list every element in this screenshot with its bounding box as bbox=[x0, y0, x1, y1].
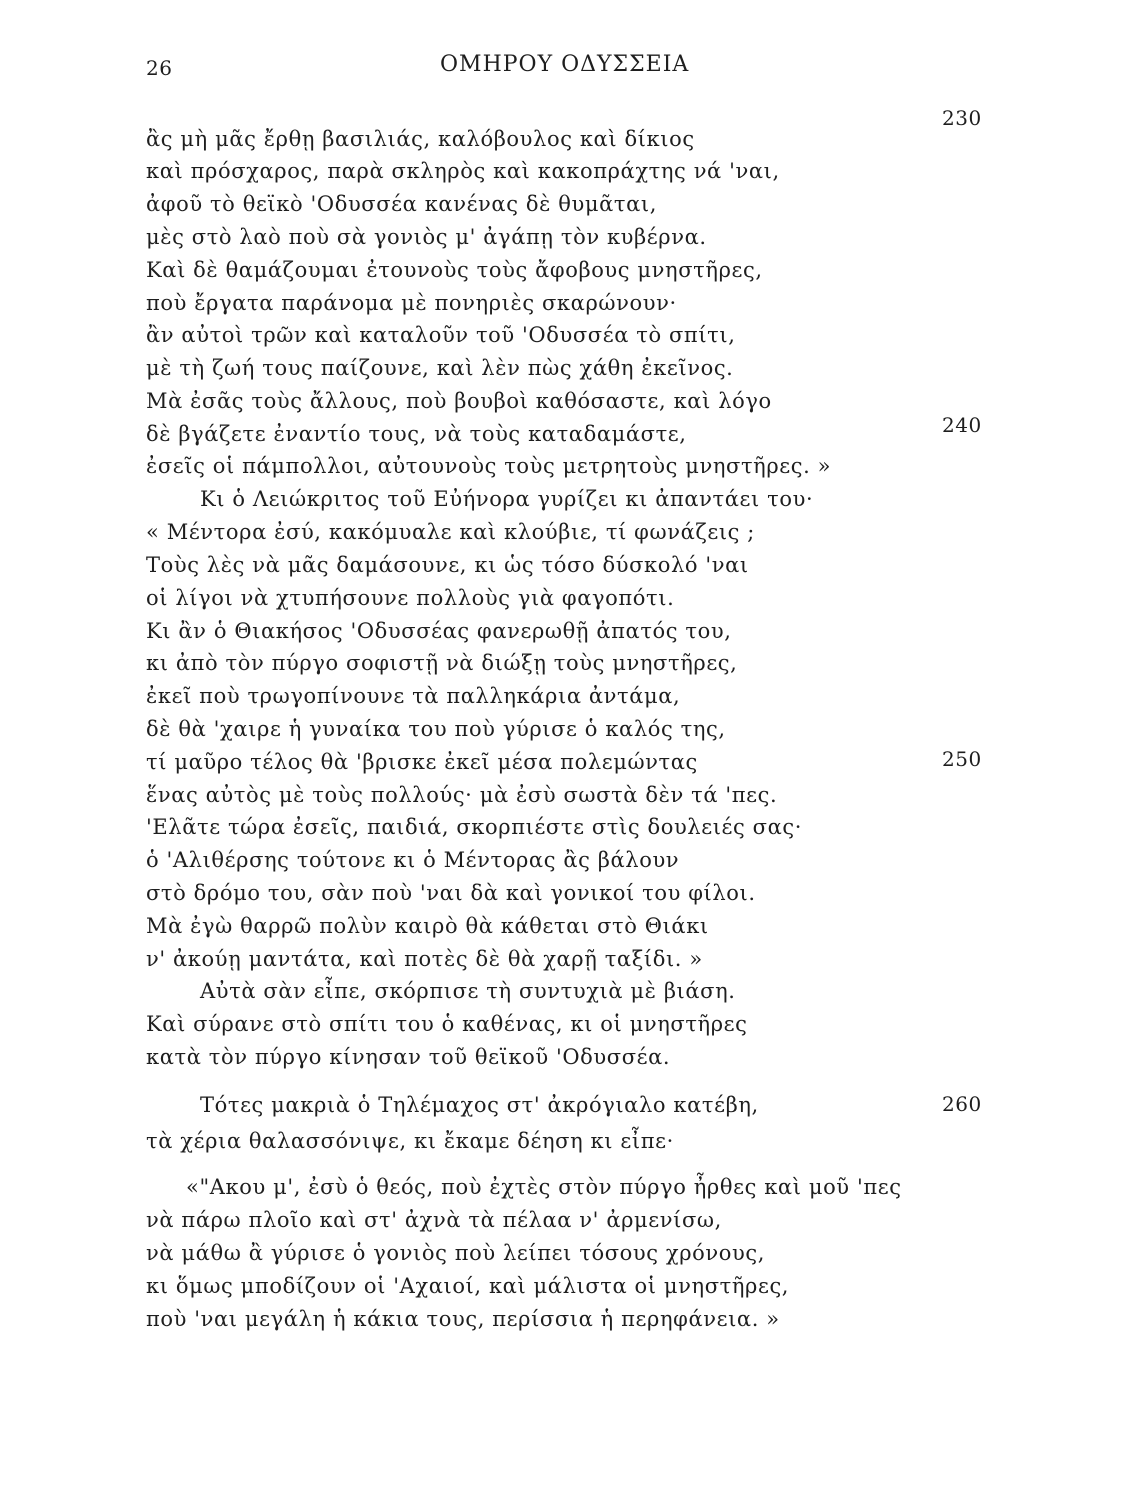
line-number: 240 bbox=[942, 413, 982, 437]
verse-line: μὲ τὴ ζωή τους παίζουνε, καὶ λὲν πὼς χάθη ἐκεῖνος. bbox=[146, 356, 734, 380]
verse-line: ἐκεῖ ποὺ τρωγοπίνουνε τὰ παλληκάρια ἀντάμα, bbox=[146, 684, 681, 708]
verse-line: κι ἀπὸ τὸν πύργο σοφιστῇ νὰ διώξῃ τοὺς μνηστῆρες, bbox=[146, 651, 738, 675]
running-title: ΟΜΗΡΟΥ ΟΔΥΣΣΕΙΑ bbox=[440, 52, 690, 77]
verse-line: δὲ βγάζετε ἐναντίο τους, νὰ τοὺς καταδαμάστε, bbox=[146, 422, 687, 446]
verse-line: ἀφοῦ τὸ θεϊκὸ 'Οδυσσέα κανένας δὲ θυμᾶται, bbox=[146, 192, 657, 216]
verse-line: τὰ χέρια θαλασσόνιψε, κι ἔκαμε δέηση κι εἶπε· bbox=[146, 1129, 674, 1153]
verse-line: Αὐτὰ σὰν εἶπε, σκόρπισε τὴ συντυχιὰ μὲ βιάση. bbox=[200, 979, 736, 1003]
line-number: 230 bbox=[942, 106, 982, 130]
verse-line: ἂν αὐτοὶ τρῶν καὶ καταλοῦν τοῦ 'Οδυσσέα τὸ σπίτι, bbox=[146, 323, 736, 347]
verse-line: Τοὺς λὲς νὰ μᾶς δαμάσουνε, κι ὡς τόσο δύσκολό 'ναι bbox=[146, 553, 749, 577]
verse-line: νὰ πάρω πλοῖο καὶ στ' ἀχνὰ τὰ πέλαα ν' ἀρμενίσω, bbox=[146, 1208, 722, 1232]
verse-line: τί μαῦρο τέλος θὰ 'βρισκε ἐκεῖ μέσα πολεμώντας bbox=[146, 750, 698, 774]
verse-line: ποὺ 'ναι μεγάλη ἡ κάκια τους, περίσσια ἡ περηφάνεια. » bbox=[146, 1307, 780, 1331]
verse-line: Καὶ δὲ θαμάζουμαι ἐτουνοὺς τοὺς ἄφοβους μνηστῆρες, bbox=[146, 258, 763, 282]
verse-line: Μὰ ἐσᾶς τοὺς ἄλλους, ποὺ βουβοὶ καθόσαστε, καὶ λόγο bbox=[146, 389, 772, 413]
verse-line: « Μέντορα ἐσύ, κακόμυαλε καὶ κλούβιε, τί φωνάζεις ; bbox=[146, 520, 755, 544]
verse-line: νὰ μάθω ἂ γύρισε ὁ γονιὸς ποὺ λείπει τόσους χρόνους, bbox=[146, 1241, 765, 1265]
verse-line: «"Ακου μ', ἐσὺ ὁ θεός, ποὺ ἐχτὲς στὸν πύργο ἦρθες καὶ μοῦ 'πες bbox=[186, 1175, 902, 1199]
verse-line: Κι ἂν ὁ Θιακήσος 'Οδυσσέας φανερωθῇ ἀπατός του, bbox=[146, 619, 732, 643]
verse-line: 'Ελᾶτε τώρα ἐσεῖς, παιδιά, σκορπιέστε στὶς δουλειές σας· bbox=[146, 815, 803, 839]
verse-line: Κι ὁ Λειώκριτος τοῦ Εὐήνορα γυρίζει κι ἀπαντάει του· bbox=[200, 487, 814, 511]
verse-line: ἕνας αὐτὸς μὲ τοὺς πολλούς· μὰ ἐσὺ σωστὰ δὲν τά 'πες. bbox=[146, 783, 778, 807]
verse-line: κατὰ τὸν πύργο κίνησαν τοῦ θεϊκοῦ 'Οδυσσέα. bbox=[146, 1045, 671, 1069]
verse-line: ἂς μὴ μᾶς ἔρθῃ βασιλιάς, καλόβουλος καὶ δίκιος bbox=[146, 127, 695, 151]
verse-line: οἱ λίγοι νὰ χτυπήσουνε πολλοὺς γιὰ φαγοπότι. bbox=[146, 586, 675, 610]
verse-line: ποὺ ἔργατα παράνομα μὲ πονηριὲς σκαρώνουν· bbox=[146, 291, 677, 315]
verse-line: στὸ δρόμο του, σὰν ποὺ 'ναι δὰ καὶ γονικοί του φίλοι. bbox=[146, 881, 756, 905]
verse-line: ἐσεῖς οἱ πάμπολλοι, αὐτουνοὺς τοὺς μετρητοὺς μνηστῆρες. » bbox=[146, 454, 832, 478]
line-number: 260 bbox=[942, 1092, 982, 1116]
page-number: 26 bbox=[146, 56, 173, 80]
verse-line: ν' ἀκούῃ μαντάτα, καὶ ποτὲς δὲ θὰ χαρῇ ταξίδι. » bbox=[146, 947, 703, 971]
verse-line: Μὰ ἐγὼ θαρρῶ πολὺν καιρὸ θὰ κάθεται στὸ Θιάκι bbox=[146, 914, 709, 938]
verse-line: Καὶ σύρανε στὸ σπίτι του ὁ καθένας, κι οἱ μνηστῆρες bbox=[146, 1012, 748, 1036]
line-number: 250 bbox=[942, 747, 982, 771]
verse-line: ὁ 'Αλιθέρσης τούτονε κι ὁ Μέντορας ἂς βάλουν bbox=[146, 848, 680, 872]
verse-line: μὲς στὸ λαὸ ποὺ σὰ γονιὸς μ' ἀγάπῃ τὸν κυβέρνα. bbox=[146, 225, 707, 249]
verse-line: καὶ πρόσχαρος, παρὰ σκληρὸς καὶ κακοπράχτης νά 'ναι, bbox=[146, 159, 780, 183]
verse-line: κι ὅμως μποδίζουν οἱ 'Αχαιοί, καὶ μάλιστα οἱ μνηστῆρες, bbox=[146, 1274, 790, 1298]
verse-line: Τότες μακριὰ ὁ Τηλέμαχος στ' ἀκρόγιαλο κατέβη, bbox=[200, 1093, 759, 1117]
verse-line: δὲ θὰ 'χαιρε ἡ γυναίκα του ποὺ γύρισε ὁ καλός της, bbox=[146, 717, 726, 741]
